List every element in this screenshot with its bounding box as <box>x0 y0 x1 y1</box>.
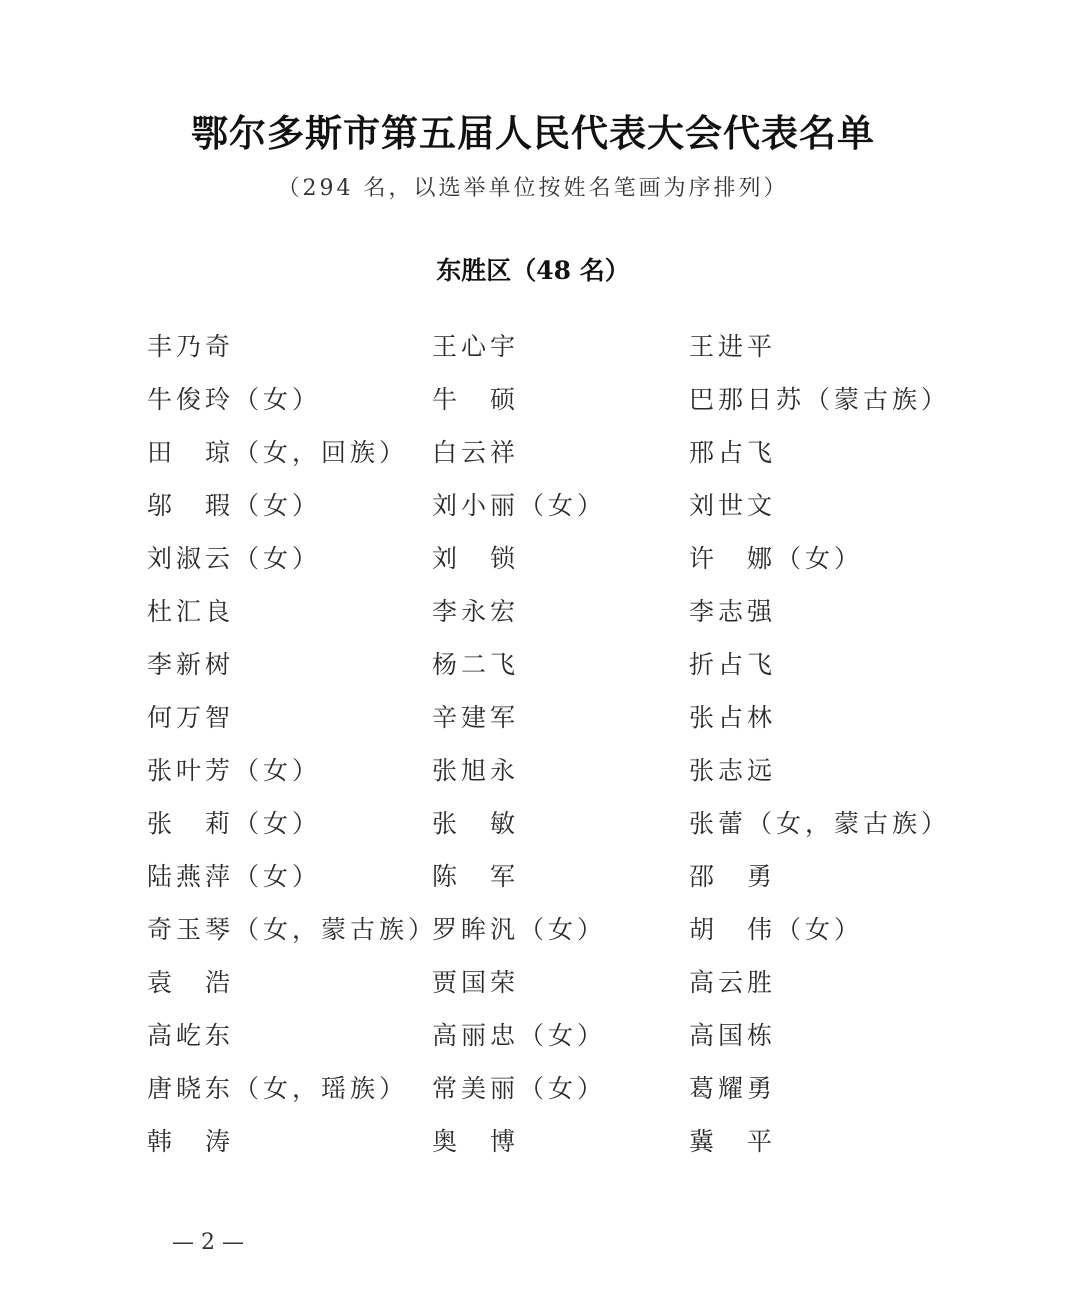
representative-name: 张 敏 <box>432 809 520 838</box>
representative-name: 巴那日苏（蒙古族） <box>689 385 951 414</box>
name-row <box>147 1069 967 1122</box>
section-heading: 东胜区（48 名） <box>436 256 630 285</box>
name-row <box>147 1016 967 1069</box>
representative-name: 张占林 <box>689 703 777 732</box>
name-row <box>147 804 967 857</box>
representative-name: 刘小丽（女） <box>432 491 607 520</box>
representative-name: 韩 涛 <box>147 1127 235 1156</box>
representative-name: 辛建军 <box>432 703 520 732</box>
representative-name: 刘世文 <box>689 491 777 520</box>
name-list <box>147 327 967 1175</box>
representative-name: 张 莉（女） <box>147 809 322 838</box>
representative-name: 罗眸汎（女） <box>432 915 607 944</box>
name-row <box>147 857 967 910</box>
representative-name: 高屹东 <box>147 1021 235 1050</box>
representative-name: 张旭永 <box>432 756 520 785</box>
representative-name: 高云胜 <box>689 968 777 997</box>
name-row <box>147 433 967 486</box>
name-row <box>147 910 967 963</box>
document-subtitle: （294 名，以选举单位按姓名笔画为序排列） <box>277 176 789 201</box>
representative-name: 王进平 <box>689 332 777 361</box>
document-title: 鄂尔多斯市第五届人民代表大会代表名单 <box>191 111 875 155</box>
name-row <box>147 698 967 751</box>
name-row <box>147 1122 967 1175</box>
name-row <box>147 592 967 645</box>
representative-name: 白云祥 <box>432 438 520 467</box>
representative-name: 许 娜（女） <box>689 544 864 573</box>
representative-name: 杨二飞 <box>432 650 520 679</box>
representative-name: 田 琼（女，回族） <box>147 438 409 467</box>
name-row <box>147 380 967 433</box>
name-row <box>147 486 967 539</box>
representative-name: 刘 锁 <box>432 544 520 573</box>
representative-name: 高国栋 <box>689 1021 777 1050</box>
representative-name: 杜汇良 <box>147 597 235 626</box>
representative-name: 邬 瑕（女） <box>147 491 322 520</box>
representative-name: 李志强 <box>689 597 777 626</box>
representative-name: 陆燕萍（女） <box>147 862 322 891</box>
representative-name: 胡 伟（女） <box>689 915 864 944</box>
name-row <box>147 963 967 1016</box>
representative-name: 葛耀勇 <box>689 1074 777 1103</box>
representative-name: 王心宇 <box>432 332 520 361</box>
representative-name: 常美丽（女） <box>432 1074 607 1103</box>
representative-name: 贾国荣 <box>432 968 520 997</box>
representative-name: 陈 军 <box>432 862 520 891</box>
representative-name: 牛俊玲（女） <box>147 385 322 414</box>
representative-name: 丰乃奇 <box>147 332 235 361</box>
representative-name: 牛 硕 <box>432 385 520 414</box>
representative-name: 何万智 <box>147 703 235 732</box>
representative-name: 李永宏 <box>432 597 520 626</box>
representative-name: 高丽忠（女） <box>432 1021 607 1050</box>
representative-name: 张叶芳（女） <box>147 756 322 785</box>
representative-name: 邢占飞 <box>689 438 777 467</box>
name-row <box>147 645 967 698</box>
representative-name: 张志远 <box>689 756 777 785</box>
representative-name: 奇玉琴（女，蒙古族） <box>147 915 438 944</box>
name-row <box>147 327 967 380</box>
name-row <box>147 539 967 592</box>
representative-name: 奥 博 <box>432 1127 520 1156</box>
representative-name: 刘淑云（女） <box>147 544 322 573</box>
name-row <box>147 751 967 804</box>
representative-name: 李新树 <box>147 650 235 679</box>
representative-name: 袁 浩 <box>147 968 235 997</box>
representative-name: 折占飞 <box>689 650 777 679</box>
representative-name: 冀 平 <box>689 1127 777 1156</box>
representative-name: 张蕾（女，蒙古族） <box>689 809 951 838</box>
page-number: — 2 — <box>172 1230 244 1255</box>
representative-name: 邵 勇 <box>689 862 777 891</box>
representative-name: 唐晓东（女，瑶族） <box>147 1074 409 1103</box>
